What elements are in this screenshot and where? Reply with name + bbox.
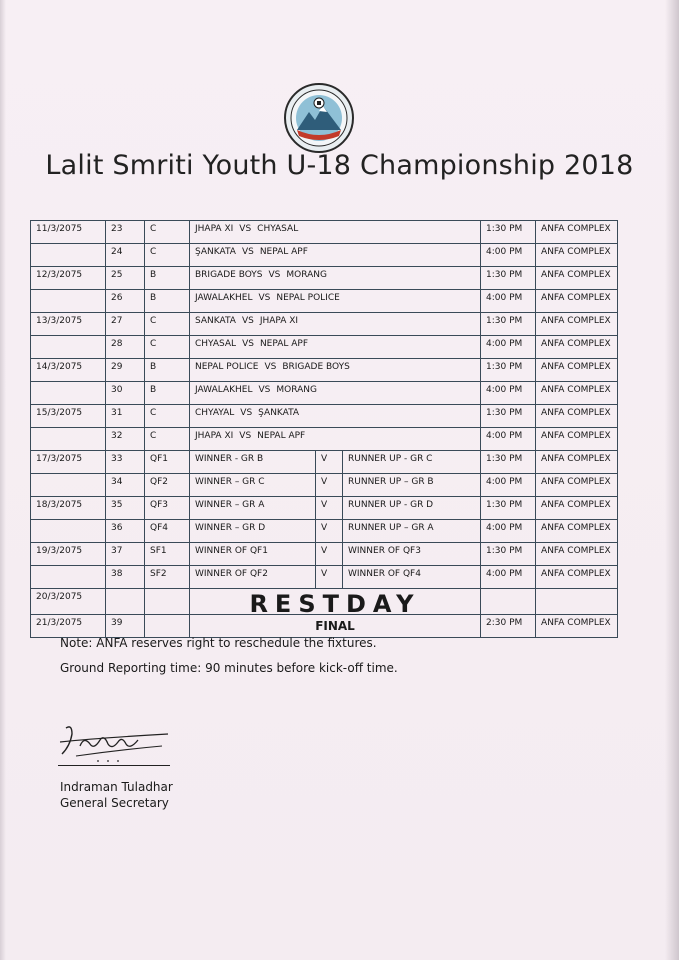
- signature-icon: [58, 716, 174, 764]
- knockout-row: [31, 474, 618, 497]
- match-number: 27: [106, 313, 145, 336]
- venue: ANFA COMPLEX: [536, 290, 618, 313]
- team-name: CHYASAL: [195, 339, 237, 349]
- venue: ANFA COMPLEX: [536, 221, 618, 244]
- kickoff-time: 4:00 PM: [481, 428, 536, 451]
- reschedule-note: Note: ANFA reserves right to reschedule the fixtures.: [60, 636, 377, 650]
- knockout-row: [31, 566, 618, 589]
- kickoff-time: 1:30 PM: [481, 543, 536, 566]
- scan-edge-right: [665, 0, 679, 960]
- knockout-row: [31, 520, 618, 543]
- team-name: WINNER OF QF2: [190, 566, 316, 589]
- match-number: 37: [106, 543, 145, 566]
- kickoff-time: 4:00 PM: [481, 290, 536, 313]
- scan-edge-left: [0, 0, 6, 960]
- team-name: WINNER – GR C: [190, 474, 316, 497]
- match-teams: [190, 290, 481, 313]
- team-name: JHAPA XI: [195, 224, 234, 234]
- match-number: 36: [106, 520, 145, 543]
- match-group: C: [145, 428, 190, 451]
- fixture-row: [31, 290, 618, 313]
- match-group: C: [145, 405, 190, 428]
- venue: ANFA COMPLEX: [536, 382, 618, 405]
- match-number: 25: [106, 267, 145, 290]
- team-name: WINNER OF QF4: [343, 566, 481, 589]
- team-name: WINNER - GR B: [190, 451, 316, 474]
- kickoff-time: 4:00 PM: [481, 244, 536, 267]
- match-group: C: [145, 244, 190, 267]
- venue: ANFA COMPLEX: [536, 566, 618, 589]
- match-date: [31, 290, 106, 313]
- match-round: QF3: [145, 497, 190, 520]
- team-name: JHAPA XI: [195, 431, 234, 441]
- match-round: SF2: [145, 566, 190, 589]
- page-title: Lalit Smriti Youth U-18 Championship 2018: [45, 150, 634, 181]
- team-name: NEPAL APF: [259, 339, 309, 349]
- final-date: 21/3/2075: [31, 615, 106, 638]
- venue: ANFA COMPLEX: [536, 451, 618, 474]
- match-teams: [190, 382, 481, 405]
- vs-label: V: [316, 543, 343, 566]
- final-venue: ANFA COMPLEX: [536, 615, 618, 638]
- vs-label: VS: [239, 431, 252, 441]
- venue: ANFA COMPLEX: [536, 520, 618, 543]
- notes: [60, 636, 398, 686]
- final-label: FINAL: [190, 615, 481, 638]
- match-date: 17/3/2075: [31, 451, 106, 474]
- knockout-row: [31, 497, 618, 520]
- match-group: B: [145, 359, 190, 382]
- match-group: B: [145, 382, 190, 405]
- restday-label: RESTDAY: [190, 589, 481, 615]
- signer-name: Indraman Tuladhar: [60, 780, 173, 794]
- vs-label: VS: [268, 270, 281, 280]
- match-group: C: [145, 221, 190, 244]
- match-date: [31, 244, 106, 267]
- venue: ANFA COMPLEX: [536, 313, 618, 336]
- kickoff-time: 1:30 PM: [481, 405, 536, 428]
- vs-label: VS: [258, 385, 271, 395]
- kickoff-time: 1:30 PM: [481, 221, 536, 244]
- team-name: BRIGADE BOYS: [282, 362, 350, 372]
- venue: ANFA COMPLEX: [536, 359, 618, 382]
- match-date: [31, 520, 106, 543]
- restday-row: [31, 589, 618, 615]
- vs-label: VS: [241, 247, 254, 257]
- vs-label: VS: [264, 362, 277, 372]
- team-name: MORANG: [276, 385, 317, 395]
- venue: ANFA COMPLEX: [536, 497, 618, 520]
- team-name: NEPAL APF: [257, 431, 306, 441]
- vs-label: V: [316, 474, 343, 497]
- match-teams: [190, 221, 481, 244]
- venue: ANFA COMPLEX: [536, 405, 618, 428]
- match-teams: [190, 267, 481, 290]
- match-number: 28: [106, 336, 145, 359]
- vs-label: V: [316, 497, 343, 520]
- team-name: ŞANKATA: [195, 247, 236, 257]
- vs-label: VS: [258, 293, 271, 303]
- match-number: 24: [106, 244, 145, 267]
- match-date: 11/3/2075: [31, 221, 106, 244]
- match-teams: [190, 336, 481, 359]
- team-name: ŞANKATA: [258, 408, 300, 418]
- knockout-row: [31, 543, 618, 566]
- match-date: [31, 382, 106, 405]
- team-name: RUNNER UP - GR C: [343, 451, 481, 474]
- team-name: WINNER OF QF1: [190, 543, 316, 566]
- match-date: [31, 428, 106, 451]
- fixture-row: [31, 336, 618, 359]
- team-name: CHYAYAL: [195, 408, 235, 418]
- kickoff-time: 1:30 PM: [481, 359, 536, 382]
- venue: ANFA COMPLEX: [536, 244, 618, 267]
- match-teams: [190, 405, 481, 428]
- signature-line: [58, 765, 170, 766]
- venue: ANFA COMPLEX: [536, 267, 618, 290]
- vs-label: VS: [241, 316, 254, 326]
- fixtures-table: [30, 220, 618, 638]
- kickoff-time: 4:00 PM: [481, 336, 536, 359]
- anfa-emblem-icon: [283, 82, 355, 154]
- final-match: 39: [106, 615, 145, 638]
- kickoff-time: 1:30 PM: [481, 267, 536, 290]
- fixture-row: [31, 267, 618, 290]
- match-number: 30: [106, 382, 145, 405]
- match-date: 14/3/2075: [31, 359, 106, 382]
- kickoff-time: 1:30 PM: [481, 313, 536, 336]
- match-number: 34: [106, 474, 145, 497]
- vs-label: VS: [239, 224, 252, 234]
- fixture-row: [31, 405, 618, 428]
- fixture-row: [31, 244, 618, 267]
- match-round: SF1: [145, 543, 190, 566]
- venue: ANFA COMPLEX: [536, 336, 618, 359]
- match-round: QF4: [145, 520, 190, 543]
- match-number: 31: [106, 405, 145, 428]
- vs-label: VS: [240, 408, 253, 418]
- match-number: 32: [106, 428, 145, 451]
- match-date: [31, 474, 106, 497]
- venue: ANFA COMPLEX: [536, 428, 618, 451]
- match-teams: [190, 244, 481, 267]
- match-date: 19/3/2075: [31, 543, 106, 566]
- match-number: 23: [106, 221, 145, 244]
- match-date: 13/3/2075: [31, 313, 106, 336]
- team-name: NEPAL APF: [259, 247, 308, 257]
- match-teams: [190, 313, 481, 336]
- kickoff-time: 4:00 PM: [481, 382, 536, 405]
- match-round: QF2: [145, 474, 190, 497]
- restday-date: 20/3/2075: [31, 589, 106, 615]
- signer-role: General Secretary: [60, 796, 169, 810]
- vs-label: V: [316, 520, 343, 543]
- team-name: RUNNER UP - GR D: [343, 497, 481, 520]
- team-name: RUNNER UP – GR A: [343, 520, 481, 543]
- match-round: QF1: [145, 451, 190, 474]
- match-number: 33: [106, 451, 145, 474]
- signer-block: [60, 779, 173, 811]
- match-group: C: [145, 336, 190, 359]
- team-name: JHAPA XI: [259, 316, 299, 326]
- team-name: SANKATA: [195, 316, 236, 326]
- kickoff-time: 4:00 PM: [481, 566, 536, 589]
- match-number: 35: [106, 497, 145, 520]
- match-teams: [190, 428, 481, 451]
- match-group: B: [145, 290, 190, 313]
- match-date: 15/3/2075: [31, 405, 106, 428]
- team-name: RUNNER UP – GR B: [343, 474, 481, 497]
- match-teams: [190, 359, 481, 382]
- fixture-row: [31, 359, 618, 382]
- match-group: C: [145, 313, 190, 336]
- kickoff-time: 1:30 PM: [481, 451, 536, 474]
- fixture-row: [31, 313, 618, 336]
- match-number: 26: [106, 290, 145, 313]
- venue: ANFA COMPLEX: [536, 543, 618, 566]
- final-row: [31, 615, 618, 638]
- team-name: JAWALAKHEL: [195, 293, 253, 303]
- team-name: NEPAL POLICE: [195, 362, 259, 372]
- vs-label: VS: [242, 339, 254, 349]
- match-date: 12/3/2075: [31, 267, 106, 290]
- kickoff-time: 4:00 PM: [481, 520, 536, 543]
- team-name: MORANG: [286, 270, 327, 280]
- venue: ANFA COMPLEX: [536, 474, 618, 497]
- match-group: B: [145, 267, 190, 290]
- team-name: WINNER – GR A: [190, 497, 316, 520]
- vs-label: V: [316, 451, 343, 474]
- final-time: 2:30 PM: [481, 615, 536, 638]
- team-name: JAWALAKHEL: [195, 385, 253, 395]
- match-number: 29: [106, 359, 145, 382]
- match-date: 18/3/2075: [31, 497, 106, 520]
- knockout-row: [31, 451, 618, 474]
- match-date: [31, 566, 106, 589]
- team-name: WINNER – GR D: [190, 520, 316, 543]
- kickoff-time: 4:00 PM: [481, 474, 536, 497]
- team-name: CHYASAL: [257, 224, 299, 234]
- kickoff-time: 1:30 PM: [481, 497, 536, 520]
- vs-label: V: [316, 566, 343, 589]
- fixture-row: [31, 221, 618, 244]
- team-name: BRIGADE BOYS: [195, 270, 263, 280]
- match-date: [31, 336, 106, 359]
- fixture-row: [31, 428, 618, 451]
- team-name: WINNER OF QF3: [343, 543, 481, 566]
- fixture-row: [31, 382, 618, 405]
- reporting-note: Ground Reporting time: 90 minutes before kick-off time.: [60, 661, 398, 675]
- match-number: 38: [106, 566, 145, 589]
- team-name: NEPAL POLICE: [276, 293, 340, 303]
